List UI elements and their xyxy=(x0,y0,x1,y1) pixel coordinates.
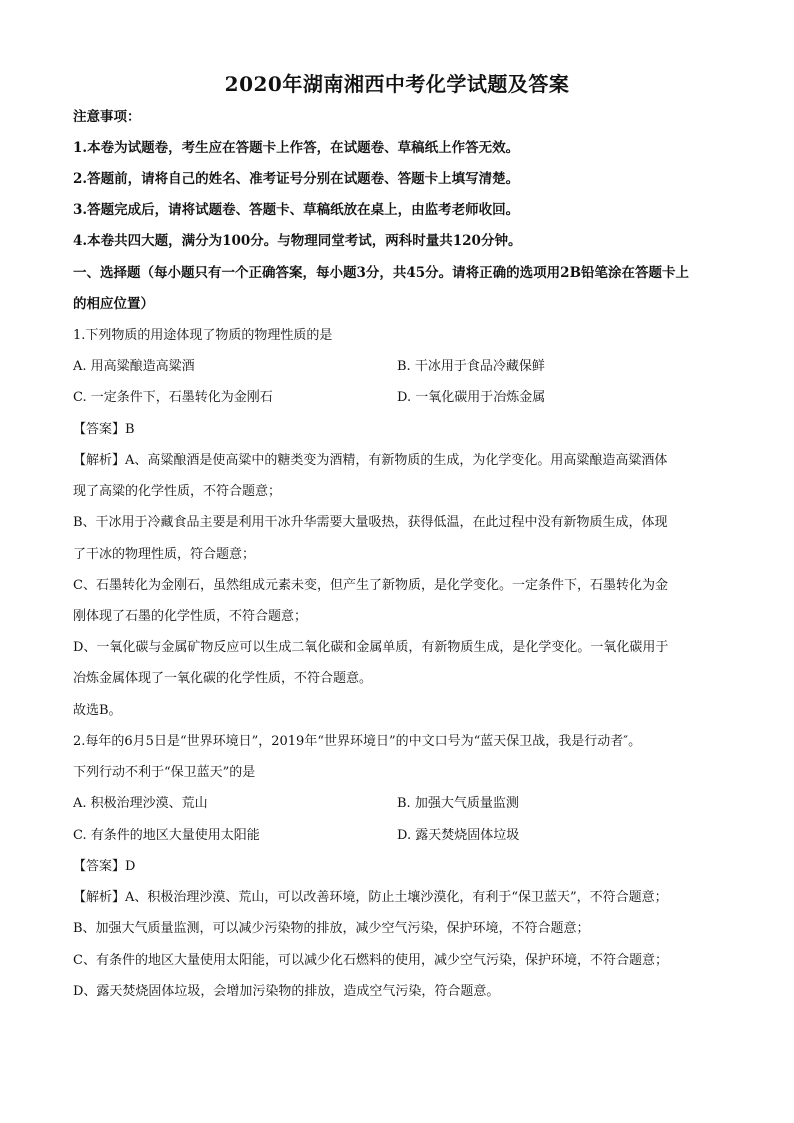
analysis-line: 【解析】A、高粱酿酒是使高粱中的糖类变为酒精，有新物质的生成，为化学变化。用高粱酿造高粱酒体 xyxy=(73,453,668,468)
notice-heading: 注意事项： xyxy=(73,109,141,125)
option-d: D. 露天焚烧固体垃圾 xyxy=(397,828,520,843)
page-title: 2020年湖南湘西中考化学试题及答案 xyxy=(224,72,570,96)
analysis-line: 冶炼金属体现了一氧化碳的化学性质，不符合题意。 xyxy=(73,671,373,686)
section-heading-cont: 的相应位置） xyxy=(73,296,154,312)
analysis-line: 了干冰的物理性质，符合题意； xyxy=(73,547,256,562)
analysis-line: 现了高粱的化学性质，不符合题意； xyxy=(73,484,282,499)
analysis-line: B、加强大气质量监测，可以减少污染物的排放，减少空气污染，保护环境，不符合题意； xyxy=(73,921,590,936)
option-a: A. 积极治理沙漠、荒山 xyxy=(73,796,208,811)
analysis-line: B、干冰用于冷藏食品主要是利用干冰升华需要大量吸热，获得低温，在此过程中没有新物质生成，体现 xyxy=(73,515,668,530)
notice-item: 4.本卷共四大题，满分为100分。与物理同堂考试，两科时量共120分钟。 xyxy=(73,233,522,249)
section-heading: 一、选择题（每小题只有一个正确答案，每小题3分，共45分。请将正确的选项用2B铅笔涂在答题卡上 xyxy=(73,265,689,281)
notice-item: 3.答题完成后，请将试题卷、答题卡、草稿纸放在桌上，由监考老师收回。 xyxy=(73,202,520,218)
analysis-line: 故选B。 xyxy=(73,703,122,718)
question-stem: 2.每年的6月5日是“世界环境日”，2019年“世界环境日”的中文口号为“蓝天保卫战，我是行动者″。 xyxy=(73,734,642,749)
answer: 【答案】D xyxy=(73,859,136,874)
option-b: B. 加强大气质量监测 xyxy=(397,796,519,811)
option-d: D. 一氧化碳用于冶炼金属 xyxy=(397,390,546,405)
analysis-line: D、露天焚烧固体垃圾，会增加污染物的排放，造成空气污染，符合题意。 xyxy=(73,984,500,999)
option-b: B. 干冰用于食品冷藏保鲜 xyxy=(397,359,545,374)
notice-item: 2.答题前，请将自己的姓名、准考证号分别在试题卷、答题卡上填写清楚。 xyxy=(73,171,520,187)
option-c: C. 有条件的地区大量使用太阳能 xyxy=(73,828,260,843)
question-stem: 1.下列物质的用途体现了物质的物理性质的是 xyxy=(73,328,333,343)
analysis-line: C、石墨转化为金刚石，虽然组成元素未变，但产生了新物质，是化学变化。一定条件下，石墨转化为金 xyxy=(73,578,668,593)
analysis-line: 【解析】A、积极治理沙漠、荒山，可以改善环境，防止土壤沙漠化，有利于“保卫蓝天”，不符合题意； xyxy=(73,890,668,905)
question-stem: 下列行动不利于“保卫蓝天”的是 xyxy=(73,765,256,780)
analysis-line: 刚体现了石墨的化学性质，不符合题意； xyxy=(73,609,308,624)
analysis-line: D、一氧化碳与金属矿物反应可以生成二氧化碳和金属单质，有新物质生成，是化学变化。一氧化碳用于 xyxy=(73,640,669,655)
option-c: C. 一定条件下，石墨转化为金刚石 xyxy=(73,390,273,405)
answer: 【答案】B xyxy=(73,422,135,437)
notice-item: 1.本卷为试题卷，考生应在答题卡上作答，在试题卷、草稿纸上作答无效。 xyxy=(73,140,520,156)
analysis-line: C、有条件的地区大量使用太阳能，可以减少化石燃料的使用，减少空气污染，保护环境，不符合题意； xyxy=(73,953,668,968)
option-a: A. 用高粱酿造高粱酒 xyxy=(73,359,195,374)
